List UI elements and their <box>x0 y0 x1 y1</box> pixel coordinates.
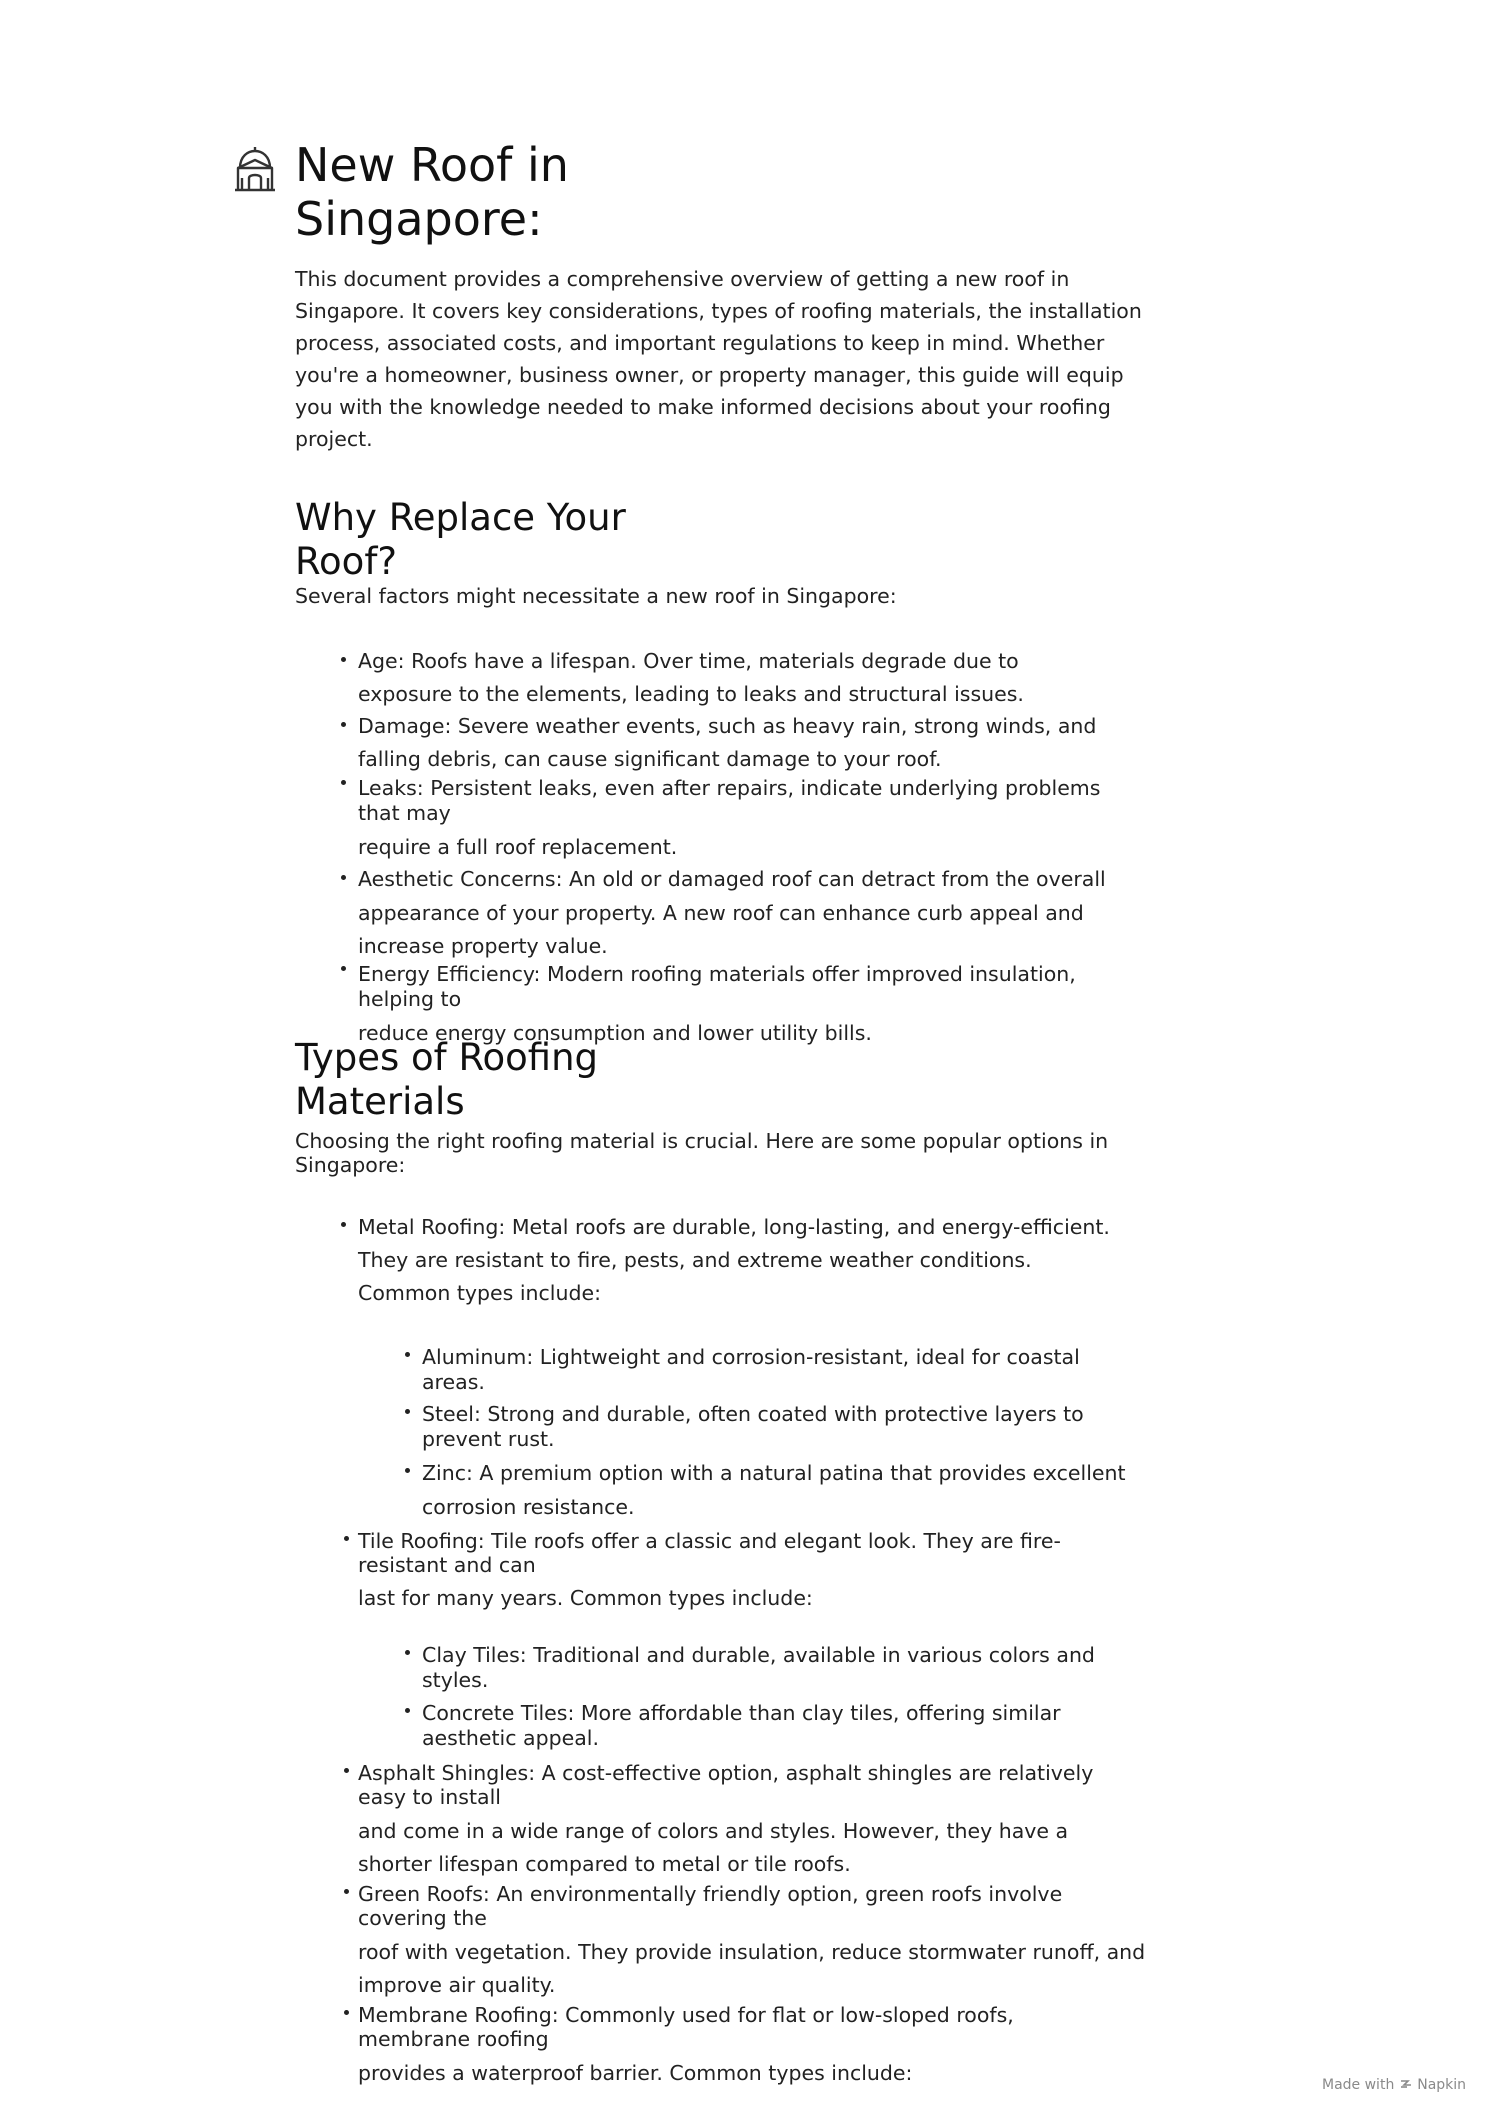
made-with-label: Made with <box>1322 2077 1395 2093</box>
heading-line: Materials <box>295 1080 465 1123</box>
bullet-dot <box>341 966 346 971</box>
page-title-line1: New Roof in <box>295 138 569 192</box>
bullet-dot <box>341 780 346 785</box>
list-item-line: covering the <box>358 1906 487 1930</box>
bullet-dot <box>341 875 346 880</box>
napkin-logo-icon <box>1399 2077 1413 2091</box>
list-item-line: roof with vegetation. They provide insulation, reduce stormwater runoff, and <box>358 1940 1146 1964</box>
bullet-dot <box>405 1468 410 1473</box>
list-item-line: Common types include: <box>358 1281 602 1305</box>
intro-line: you with the knowledge needed to make informed decisions about your roofing <box>295 395 1111 419</box>
section-heading-types <box>295 1036 915 1124</box>
list-item-line: Damage: Severe weather events, such as heavy rain, strong winds, and <box>358 714 1097 738</box>
heading-line: Roof? <box>295 540 397 583</box>
bullet-dot <box>344 1536 349 1541</box>
list-item-line: Steel: Strong and durable, often coated with protective layers to <box>422 1402 1084 1426</box>
list-item-line: require a full roof replacement. <box>358 835 678 859</box>
list-item-line: and come in a wide range of colors and styles. However, they have a <box>358 1819 1069 1843</box>
list-item-line: appearance of your property. A new roof can enhance curb appeal and <box>358 901 1084 925</box>
list-item-line: Asphalt Shingles: A cost-effective option, asphalt shingles are relatively <box>358 1761 1094 1785</box>
intro-line: project. <box>295 427 373 451</box>
section-heading-why <box>295 496 915 584</box>
list-item-line: Aluminum: Lightweight and corrosion-resistant, ideal for coastal <box>422 1345 1080 1369</box>
list-item-line: aesthetic appeal. <box>422 1726 599 1750</box>
list-item-line: They are resistant to fire, pests, and extreme weather conditions. <box>358 1248 1032 1272</box>
list-item-line: membrane roofing <box>358 2027 549 2051</box>
list-item-line: last for many years. Common types include: <box>358 1586 813 1610</box>
list-item-line: Zinc: A premium option with a natural patina that provides excellent <box>422 1461 1126 1485</box>
list-item-line: Concrete Tiles: More affordable than clay tiles, offering similar <box>422 1701 1061 1725</box>
bullet-dot <box>405 1708 410 1713</box>
list-item-line: provides a waterproof barrier. Common types include: <box>358 2061 913 2085</box>
temple-icon <box>230 146 280 196</box>
types-lead: Choosing the right roofing material is crucial. Here are some popular options in <box>295 1129 1109 1153</box>
bullet-dot <box>405 1409 410 1414</box>
intro-line: This document provides a comprehensive overview of getting a new roof in <box>295 267 1070 291</box>
list-item-line: areas. <box>422 1370 485 1394</box>
page-title <box>295 138 915 246</box>
list-item-line: Age: Roofs have a lifespan. Over time, materials degrade due to <box>358 649 1019 673</box>
list-item-line: reduce energy consumption and lower utility bills. <box>358 1021 872 1045</box>
list-item-line: styles. <box>422 1668 489 1692</box>
bullet-dot <box>344 2010 349 2015</box>
intro-line: Singapore. It covers key considerations, types of roofing materials, the installation <box>295 299 1142 323</box>
bullet-dot <box>344 1889 349 1894</box>
list-item-line: Aesthetic Concerns: An old or damaged roof can detract from the overall <box>358 867 1106 891</box>
list-item-line: easy to install <box>358 1785 501 1809</box>
list-item-line: Leaks: Persistent leaks, even after repairs, indicate underlying problems <box>358 776 1101 800</box>
list-item-line: Energy Efficiency: Modern roofing materials offer improved insulation, <box>358 962 1076 986</box>
bullet-dot <box>405 1650 410 1655</box>
page-title-line2: Singapore: <box>295 192 543 246</box>
list-item-line: Clay Tiles: Traditional and durable, available in various colors and <box>422 1643 1095 1667</box>
napkin-brand: Napkin <box>1417 2077 1467 2093</box>
list-item-line: Membrane Roofing: Commonly used for flat or low-sloped roofs, <box>358 2003 1014 2027</box>
why-lead: Several factors might necessitate a new roof in Singapore: <box>295 584 897 608</box>
list-item-line: that may <box>358 801 451 825</box>
list-item-line: increase property value. <box>358 934 608 958</box>
list-item-line: corrosion resistance. <box>422 1495 635 1519</box>
list-item-line: exposure to the elements, leading to leaks and structural issues. <box>358 682 1024 706</box>
intro-paragraph <box>295 263 1195 455</box>
bullet-dot <box>341 1222 346 1227</box>
intro-line: you're a homeowner, business owner, or property manager, this guide will equip <box>295 363 1124 387</box>
list-item-line: Tile Roofing: Tile roofs offer a classic and elegant look. They are fire- <box>358 1529 1061 1553</box>
list-item-line: Green Roofs: An environmentally friendly option, green roofs involve <box>358 1882 1063 1906</box>
list-item-line: prevent rust. <box>422 1427 555 1451</box>
bullet-dot <box>341 657 346 662</box>
heading-line: Types of Roofing <box>295 1036 599 1079</box>
list-item-line: helping to <box>358 987 462 1011</box>
list-item-line: resistant and can <box>358 1553 536 1577</box>
list-item-line: Metal Roofing: Metal roofs are durable, long-lasting, and energy-efficient. <box>358 1215 1110 1239</box>
bullet-dot <box>405 1352 410 1357</box>
intro-line: process, associated costs, and important regulations to keep in mind. Whether <box>295 331 1105 355</box>
heading-line: Why Replace Your <box>295 496 626 539</box>
list-item-line: falling debris, can cause significant damage to your roof. <box>358 747 942 771</box>
types-lead: Singapore: <box>295 1153 406 1177</box>
list-item-line: improve air quality. <box>358 1973 556 1997</box>
bullet-dot <box>341 722 346 727</box>
bullet-dot <box>344 1768 349 1773</box>
made-with-napkin[interactable] <box>1322 2077 1466 2093</box>
list-item-line: shorter lifespan compared to metal or tile roofs. <box>358 1852 851 1876</box>
